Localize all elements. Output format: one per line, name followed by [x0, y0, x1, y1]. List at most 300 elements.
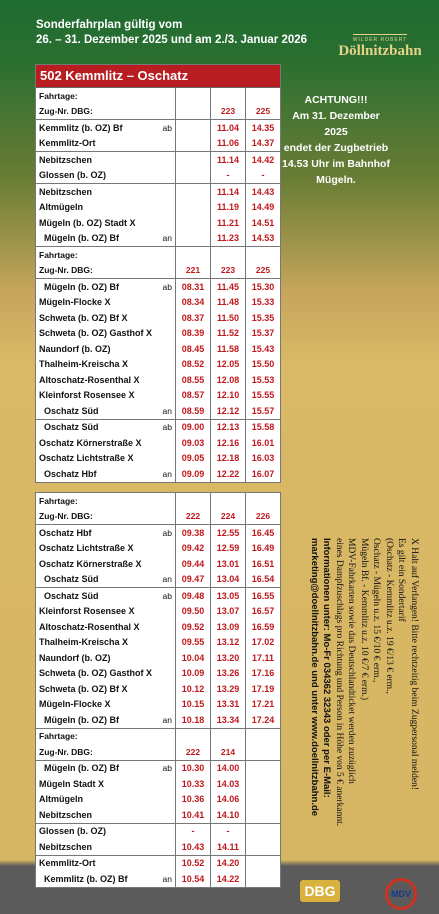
time-cell: 14.06 [211, 792, 246, 808]
time-cell: 12.05 [211, 357, 246, 373]
table-row [36, 168, 280, 184]
table-row [36, 451, 280, 467]
time-cell: 13.31 [211, 697, 246, 713]
time-cell: 17.16 [246, 666, 281, 682]
time-cell: 09.48 [176, 588, 211, 604]
time-cell [246, 871, 281, 887]
train-number-row [36, 263, 280, 279]
fahrtage-label: Fahrtage: [36, 728, 155, 744]
table-row [36, 556, 280, 572]
mdv-logo: MDV [385, 878, 417, 910]
time-cell [176, 231, 211, 247]
fahrtage-row [36, 247, 280, 263]
time-cell: 10.04 [176, 650, 211, 666]
table-row [36, 295, 280, 311]
time-cell: 13.09 [211, 619, 246, 635]
station-name: Kleinforst Rosensee X [39, 390, 135, 401]
arr-dep-marker [155, 310, 176, 326]
time-cell: 10.09 [176, 666, 211, 682]
time-cell: 14.43 [246, 184, 281, 200]
train-number: 223 [211, 104, 246, 120]
time-cell: 11.45 [211, 279, 246, 295]
station-name: Oschatz Lichtstraße X [39, 453, 134, 464]
arr-dep-marker: an [162, 468, 173, 479]
station-name: Altmügeln [39, 202, 83, 213]
note-line: Es gilt ein Sondertarif [396, 538, 407, 622]
time-cell: 13.20 [211, 650, 246, 666]
station-name: Glossen (b. OZ) [39, 170, 107, 181]
achtung-line: 14.53 Uhr im Bahnhof [282, 158, 390, 170]
time-cell: 15.53 [246, 372, 281, 388]
arr-dep-marker [155, 152, 176, 168]
arr-dep-marker [155, 792, 176, 808]
time-cell: 16.07 [246, 466, 281, 482]
table-row [36, 435, 280, 451]
station-name: Schweta (b. OZ) Gasthof X [39, 328, 153, 339]
table-row [36, 666, 280, 682]
time-cell: 17.19 [246, 681, 281, 697]
time-cell: 13.34 [211, 712, 246, 728]
arr-dep-marker [155, 168, 176, 184]
time-cell: 11.06 [211, 136, 246, 152]
arr-dep-marker [155, 650, 176, 666]
time-cell: 16.01 [246, 435, 281, 451]
time-cell: 11.19 [211, 200, 246, 216]
train-number: 225 [246, 104, 281, 120]
station-name: Oschatz Hbf [36, 525, 155, 541]
station-name: Oschatz Süd [36, 419, 155, 435]
station-name: Mügeln (b. OZ) Bf [36, 279, 155, 295]
fahrtage-label: Fahrtage: [36, 247, 155, 263]
arr-dep-marker [155, 839, 176, 855]
time-cell: 13.12 [211, 635, 246, 651]
time-cell: 12.55 [211, 525, 246, 541]
arr-dep-marker [155, 451, 176, 467]
time-cell: 08.59 [176, 403, 211, 419]
arr-dep-marker: an [162, 574, 173, 585]
time-cell: 14.22 [211, 871, 246, 887]
table-row [36, 619, 280, 635]
station-name: Schweta (b. OZ) Bf X [39, 312, 128, 323]
station-name: Schweta (b. OZ) Gasthof X [39, 668, 153, 679]
time-cell: 12.10 [211, 388, 246, 404]
table-row [36, 200, 280, 216]
station-name: Kemmlitz-Ort [39, 138, 96, 149]
route-title: 502 Kemmlitz – Oschatz [36, 65, 280, 88]
station-name: Nebitzschen [36, 184, 155, 200]
time-cell [176, 136, 211, 152]
time-cell [176, 200, 211, 216]
station-name: Thalheim-Kreischa X [39, 637, 129, 648]
table-row [36, 419, 280, 435]
arr-dep-marker: ab [155, 525, 176, 541]
arr-dep-marker [155, 372, 176, 388]
timetable [36, 493, 280, 887]
station-name: Altoschatz-Rosenthal X [39, 621, 140, 632]
time-cell: 15.30 [246, 279, 281, 295]
time-cell: 08.34 [176, 295, 211, 311]
time-cell: 15.33 [246, 295, 281, 311]
time-cell: 16.03 [246, 451, 281, 467]
time-cell: 14.00 [211, 760, 246, 776]
table-row [36, 403, 280, 419]
arr-dep-marker: ab [155, 279, 176, 295]
table-row [36, 310, 280, 326]
time-cell: 16.55 [246, 588, 281, 604]
time-cell: 10.12 [176, 681, 211, 697]
header-line-1: Sonderfahrplan gültig vom [36, 19, 183, 31]
note-line: Mügeln Bf. - Kemmlitz u.z. 10 €/7 € erm.) [359, 538, 369, 700]
train-number: 225 [246, 263, 281, 279]
time-cell: 15.57 [246, 403, 281, 419]
train-number: 226 [246, 509, 281, 525]
fahrtage-row [36, 728, 280, 744]
arr-dep-marker: an [162, 233, 173, 244]
station-name: Oschatz Süd [44, 574, 99, 585]
time-cell: 11.48 [211, 295, 246, 311]
table-row [36, 525, 280, 541]
timetable-oschatz-kemmlitz [35, 492, 281, 888]
time-cell: 13.07 [211, 604, 246, 620]
station-name: Mügeln-Flocke X [39, 297, 111, 308]
time-cell: 11.14 [211, 184, 246, 200]
arr-dep-marker [155, 681, 176, 697]
station-name: Nebitzschen [36, 152, 155, 168]
time-cell: 10.30 [176, 760, 211, 776]
time-cell: 13.01 [211, 556, 246, 572]
logo-name: Döllnitzbahn [338, 43, 422, 59]
time-cell: 16.45 [246, 525, 281, 541]
train-number: 222 [176, 744, 211, 760]
time-cell: 10.15 [176, 697, 211, 713]
time-cell: 14.49 [246, 200, 281, 216]
time-cell: 09.52 [176, 619, 211, 635]
arr-dep-marker [155, 855, 176, 871]
arr-dep-marker: ab [155, 760, 176, 776]
station-name: Kleinforst Rosensee X [39, 606, 135, 617]
time-cell: 17.11 [246, 650, 281, 666]
note-line: eines Dampfzuschlags pro Richtung und Person in Höhe von 5 € anerkannt. [334, 538, 344, 827]
station-name: Oschatz Süd [36, 588, 155, 604]
time-cell: 09.55 [176, 635, 211, 651]
time-cell: 15.55 [246, 388, 281, 404]
table-row [36, 231, 280, 247]
note-line: X Halt auf Verlangen! Bitte rechtzeitig beim Zugpersonal melden! [409, 538, 419, 791]
time-cell: 13.26 [211, 666, 246, 682]
time-cell: - [246, 168, 281, 184]
table-row [36, 604, 280, 620]
zug-label: Zug-Nr. DBG: [39, 265, 93, 276]
station-name: Oschatz Süd [44, 405, 99, 416]
train-number-row [36, 509, 280, 525]
table-row [36, 871, 280, 887]
arr-dep-marker [155, 604, 176, 620]
table-row [36, 697, 280, 713]
time-cell: 14.10 [211, 807, 246, 823]
time-cell: 11.23 [211, 231, 246, 247]
train-number-row [36, 744, 280, 760]
time-cell: 08.57 [176, 388, 211, 404]
achtung-line: ACHTUNG!!! [304, 94, 368, 106]
station-name: Schweta (b. OZ) Bf X [39, 683, 128, 694]
table-row [36, 572, 280, 588]
time-cell: 09.42 [176, 541, 211, 557]
time-cell: 16.54 [246, 572, 281, 588]
time-cell: 15.43 [246, 341, 281, 357]
time-cell: 12.59 [211, 541, 246, 557]
time-cell: 10.43 [176, 839, 211, 855]
station-name: Kemmlitz (b. OZ) Bf [44, 873, 128, 884]
station-name: Mügeln (b. OZ) Bf [44, 714, 119, 725]
time-cell: 08.52 [176, 357, 211, 373]
time-cell: 11.52 [211, 326, 246, 342]
arr-dep-marker [155, 541, 176, 557]
arr-dep-marker [155, 326, 176, 342]
achtung-line: endet der Zugbetrieb [283, 142, 389, 154]
time-cell: 16.59 [246, 619, 281, 635]
train-number: 221 [176, 263, 211, 279]
time-cell: 16.57 [246, 604, 281, 620]
time-cell [176, 152, 211, 168]
timetable [36, 88, 280, 482]
arr-dep-marker: ab [155, 588, 176, 604]
fahrtage-row [36, 493, 280, 509]
time-cell: - [211, 168, 246, 184]
time-cell [176, 120, 211, 136]
time-cell: 12.22 [211, 466, 246, 482]
contact-line: marketing@doellnitzbahn.de und unter www.doellnitzbahn.de [309, 538, 320, 817]
arr-dep-marker [155, 388, 176, 404]
station-name: Oschatz Körnerstraße X [39, 558, 142, 569]
time-cell: 12.18 [211, 451, 246, 467]
station-name: Naundorf (b. OZ) [39, 652, 111, 663]
table-row [36, 215, 280, 231]
time-cell: 10.33 [176, 776, 211, 792]
time-cell: 14.51 [246, 215, 281, 231]
table-row [36, 357, 280, 373]
time-cell: 10.36 [176, 792, 211, 808]
fahrtage-label: Fahrtage: [39, 90, 78, 101]
time-cell: 09.44 [176, 556, 211, 572]
time-cell: 12.13 [211, 419, 246, 435]
time-cell: 09.00 [176, 419, 211, 435]
note-line: (Oschatz - Kemmlitz u.z. 19 €/13 € erm., [384, 538, 394, 694]
arr-dep-marker: ab [155, 419, 176, 435]
time-cell: 15.35 [246, 310, 281, 326]
station-name: Mügeln (b. OZ) Bf [36, 760, 155, 776]
time-cell [176, 215, 211, 231]
time-cell: 08.45 [176, 341, 211, 357]
time-cell: - [176, 823, 211, 839]
arr-dep-marker [155, 136, 176, 152]
time-cell: 15.37 [246, 326, 281, 342]
time-cell: 09.03 [176, 435, 211, 451]
time-cell: 13.05 [211, 588, 246, 604]
time-cell: 10.41 [176, 807, 211, 823]
train-number-row [36, 104, 280, 120]
time-cell: 14.53 [246, 231, 281, 247]
table-row [36, 650, 280, 666]
time-cell: 11.58 [211, 341, 246, 357]
time-cell: 09.47 [176, 572, 211, 588]
station-name: Kemmlitz-Ort [36, 855, 155, 871]
time-cell: 09.09 [176, 466, 211, 482]
train-number: 214 [211, 744, 246, 760]
arr-dep-marker [155, 635, 176, 651]
table-row [36, 341, 280, 357]
table-row [36, 681, 280, 697]
train-number: 223 [211, 263, 246, 279]
station-name: Mügeln-Flocke X [39, 699, 111, 710]
achtung-notice [282, 92, 390, 188]
time-cell: 09.38 [176, 525, 211, 541]
header [36, 18, 307, 48]
table-row [36, 588, 280, 604]
time-cell: - [211, 823, 246, 839]
time-cell [176, 184, 211, 200]
table-row [36, 388, 280, 404]
time-cell: 14.37 [246, 136, 281, 152]
time-cell: 14.42 [246, 152, 281, 168]
time-cell: 10.54 [176, 871, 211, 887]
zug-label: Zug-Nr. DBG: [39, 106, 93, 117]
table-row [36, 635, 280, 651]
time-cell: 12.12 [211, 403, 246, 419]
station-name: Oschatz Körnerstraße X [39, 437, 142, 448]
table-row [36, 712, 280, 728]
station-name: Oschatz Lichtstraße X [39, 543, 134, 554]
fahrtage-label: Fahrtage: [39, 495, 78, 506]
station-name: Nebitzschen [39, 841, 93, 852]
time-cell: 15.58 [246, 419, 281, 435]
time-cell: 08.55 [176, 372, 211, 388]
table-row [36, 326, 280, 342]
note-line: MDV-Fahrkarten sowie das Deutschlandticket werden zuzüglich [346, 538, 357, 784]
time-cell: 14.20 [211, 855, 246, 871]
timetable-kemmlitz-oschatz [35, 64, 281, 483]
train-number: 222 [176, 509, 211, 525]
zug-label: Zug-Nr. DBG: [39, 746, 93, 757]
time-cell: 14.03 [211, 776, 246, 792]
arr-dep-marker [155, 807, 176, 823]
achtung-line: Mügeln. [316, 174, 356, 186]
arr-dep-marker [155, 619, 176, 635]
table-row [36, 152, 280, 168]
station-name: Mügeln (b. OZ) Stadt X [39, 217, 136, 228]
time-cell: 11.21 [211, 215, 246, 231]
arr-dep-marker [155, 295, 176, 311]
time-cell: 16.51 [246, 556, 281, 572]
arr-dep-marker [155, 215, 176, 231]
station-name: Mügeln (b. OZ) Bf [44, 233, 119, 244]
table-row [36, 776, 280, 792]
time-cell: 17.02 [246, 635, 281, 651]
fahrtage-row [36, 88, 280, 104]
arr-dep-marker: an [162, 873, 173, 884]
table-row [36, 541, 280, 557]
time-cell: 15.50 [246, 357, 281, 373]
arr-dep-marker [155, 435, 176, 451]
achtung-line: Am 31. Dezember 2025 [292, 110, 380, 138]
arr-dep-marker [155, 697, 176, 713]
station-name: Glossen (b. OZ) [36, 823, 155, 839]
train-number [176, 104, 211, 120]
table-row [36, 855, 280, 871]
table-row [36, 184, 280, 200]
time-cell: 14.35 [246, 120, 281, 136]
table-row [36, 372, 280, 388]
time-cell: 14.11 [211, 839, 246, 855]
arr-dep-marker: ab [155, 120, 176, 136]
time-cell: 10.18 [176, 712, 211, 728]
contact-line: Informationen unter: Mo-Fr 034362 32343 oder per E-Mail: [321, 538, 333, 798]
time-cell: 13.04 [211, 572, 246, 588]
arr-dep-marker [155, 776, 176, 792]
table-row [36, 120, 280, 136]
station-name: Nebitzschen [39, 809, 93, 820]
doellnitzbahn-logo [335, 26, 425, 60]
time-cell: 13.29 [211, 681, 246, 697]
station-name: Altmügeln [39, 794, 83, 805]
table-row [36, 807, 280, 823]
time-cell: 08.39 [176, 326, 211, 342]
arr-dep-marker [155, 184, 176, 200]
station-name: Naundorf (b. OZ) [39, 343, 111, 354]
time-cell: 11.50 [211, 310, 246, 326]
time-cell: 17.21 [246, 697, 281, 713]
arr-dep-marker [155, 556, 176, 572]
arr-dep-marker [155, 357, 176, 373]
time-cell [246, 839, 281, 855]
table-row [36, 792, 280, 808]
time-cell: 11.04 [211, 120, 246, 136]
zug-label: Zug-Nr. DBG: [39, 511, 93, 522]
arr-dep-marker: an [162, 714, 173, 725]
table-row [36, 823, 280, 839]
time-cell: 12.16 [211, 435, 246, 451]
time-cell: 11.14 [211, 152, 246, 168]
time-cell [176, 168, 211, 184]
table-row [36, 136, 280, 152]
arr-dep-marker [155, 341, 176, 357]
station-name: Kemmlitz (b. OZ) Bf [36, 120, 155, 136]
time-cell: 17.24 [246, 712, 281, 728]
station-name: Oschatz Hbf [44, 468, 97, 479]
station-name: Mügeln Stadt X [39, 778, 104, 789]
arr-dep-marker [155, 200, 176, 216]
header-line-2: 26. – 31. Dezember 2025 und am 2./3. Januar 2026 [36, 34, 308, 46]
arr-dep-marker [155, 666, 176, 682]
dbg-logo: DBG [300, 880, 340, 902]
time-cell: 16.49 [246, 541, 281, 557]
time-cell: 09.50 [176, 604, 211, 620]
arr-dep-marker: an [162, 405, 173, 416]
station-name: Altoschatz-Rosenthal X [39, 374, 140, 385]
note-line: Oschatz - Mügeln u.z. 15 €/10 € erm., [371, 538, 382, 683]
time-cell: 09.05 [176, 451, 211, 467]
time-cell [246, 855, 281, 871]
arr-dep-marker [155, 823, 176, 839]
table-row [36, 466, 280, 482]
castle-icon [353, 26, 407, 35]
table-row [36, 839, 280, 855]
time-cell: 08.31 [176, 279, 211, 295]
station-name: Thalheim-Kreischa X [39, 359, 129, 370]
time-cell: 08.37 [176, 310, 211, 326]
time-cell: 10.52 [176, 855, 211, 871]
time-cell: 12.08 [211, 372, 246, 388]
notes [270, 538, 420, 838]
